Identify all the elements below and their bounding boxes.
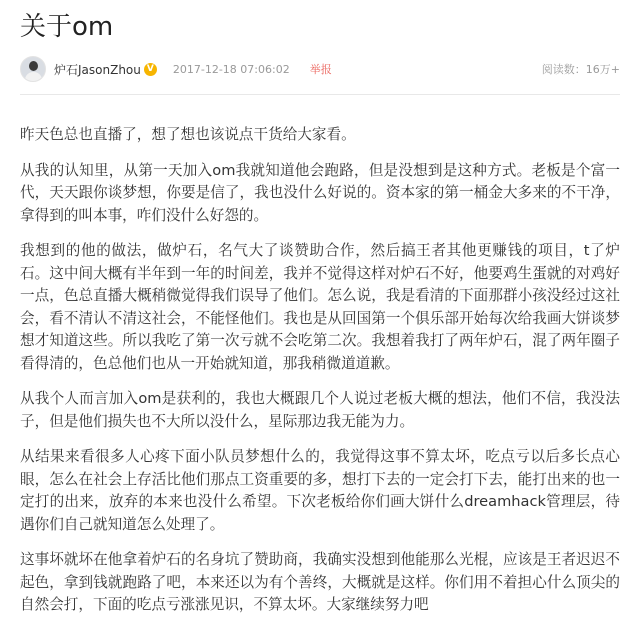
article-paragraph: 我想到的他的做法，做炉石，名气大了谈赞助合作，然后搞王者其他更赚钱的项目，t了炉石。这中间大概有半年到一年的时间差，我并不觉得这样对炉石不好，他要鸡生蛋就的对鸡好一点，色总直播大概稍微觉得我们误导了他们。怎么说，我是看清的下面那群小孩没经过这社会，看不清认不清这社会，不能怪他们。我也是从回国第一个俱乐部开始每次给我画大饼谈梦想才知道这些。所以我吃了第一次亏就不会吃第二次。我想着我打了两年炉石，混了两年圈子看得清的，色总他们也从一开始就知道，那我稍微道道歉。 xyxy=(20,242,620,372)
report-link[interactable]: 举报 xyxy=(309,63,332,76)
article-paragraph: 从我个人而言加入om是获利的，我也大概跟几个人说过老板大概的想法，他们不信，我没法子，但是他们损失也不大所以没什么，星际那边我无能为力。 xyxy=(20,390,620,430)
article-paragraph: 从结果来看很多人心疼下面小队员梦想什么的，我觉得这事不算太坏，吃点亏以后多长点心眼，怎么在社会上存活比他们那点工资重要的多，想打下去的一定会打下去，能打出来的也一定打的出来，放弃的本来也没什么希望。下次老板给你们画大饼什么dreamhack管理层，待遇你们自己就知道怎么处理了。 xyxy=(20,448,620,533)
article-title: 关于om xyxy=(20,12,114,42)
avatar[interactable] xyxy=(20,56,46,82)
avatar-body-shape xyxy=(25,72,42,82)
article-paragraph: 这事坏就坏在他拿着炉石的名身坑了赞助商，我确实没想到他能那么光棍，应该是王者迟迟不起色，拿到钱就跑路了吧，本来还以为有个善终，大概就是这样。你们用不着担心什么顶尖的自然会打，下面的吃点亏涨涨见识，不算太坏。大家继续努力吧 xyxy=(20,551,620,613)
article-content xyxy=(20,95,620,617)
article-paragraph: 昨天色总也直播了，想了想也该说点干货给大家看。 xyxy=(20,126,356,143)
article-meta xyxy=(20,52,620,86)
article-paragraph: 从我的认知里，从第一天加入om我就知道他会跑路，但是没想到是这种方式。老板是个富一代，天天跟你谈梦想，你要是信了，我也没什么好说的。资本家的第一桶金大多来的不干净，拿得到的叫本事，咋们没什么好怨的。 xyxy=(20,161,620,224)
vip-badge-icon: V xyxy=(144,63,157,76)
publish-datetime: 2017-12-18 07:06:02 xyxy=(172,62,290,76)
avatar-head-shape xyxy=(29,61,38,71)
author-link[interactable]: 炉石JasonZhou xyxy=(54,62,141,77)
read-count: 阅读数：16万+ xyxy=(541,63,620,76)
